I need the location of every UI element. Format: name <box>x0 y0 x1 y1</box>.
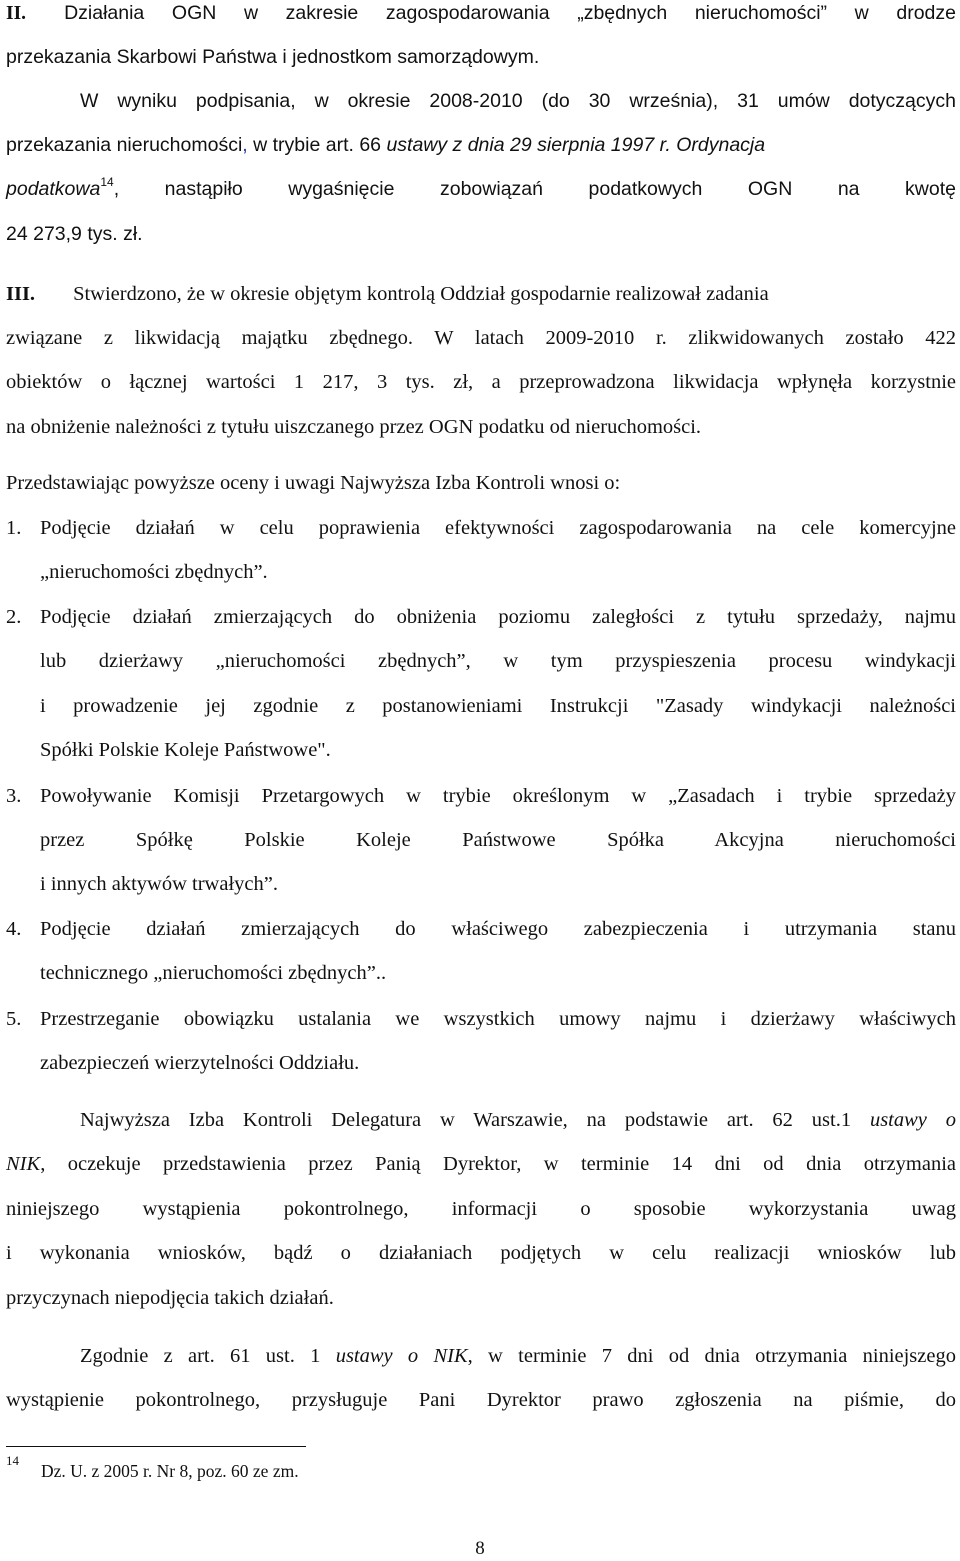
art61-paragraph-line-1 <box>80 1343 956 1369</box>
item-3-number: 3. <box>6 785 22 807</box>
text-span: Najwyższa Izba Kontroli Delegatura w Warszawie, na podstawie art. 62 ust.1 <box>80 1109 870 1131</box>
section-ii-heading-line-1 <box>6 0 956 27</box>
item-4-line-2: technicznego „nieruchomości zbędnych”.. <box>40 962 387 984</box>
section-iii-line-3: obiektów o łącznej wartości 1 217, 3 tys. zł, a przeprowadzona likwidacja wpłynęła korzystnie <box>6 371 956 393</box>
item-2-line-4: Spółki Polskie Koleje Państwowe". <box>40 739 331 761</box>
item-4-number: 4. <box>6 918 22 940</box>
section-ii-paragraph-line-3 <box>6 176 956 202</box>
italic-law-reference: NIK <box>6 1153 41 1175</box>
text-span: Zgodnie z art. 61 ust. 1 <box>80 1345 336 1367</box>
item-5-line-2: zabezpieczeń wierzytelności Oddziału. <box>40 1052 360 1074</box>
footnote-ref: 14 <box>100 175 114 189</box>
item-1-number: 1. <box>6 517 22 539</box>
text-span: przekazania nieruchomości <box>6 134 243 156</box>
section-iii-line-4: na obniżenie należności z tytułu uiszczanego przez OGN podatku od nieruchomości. <box>6 416 702 438</box>
italic-law-reference: ustawy z dnia 29 sierpnia 1997 r. Ordynacja <box>386 134 766 156</box>
nik-paragraph-line-3: niniejszego wystąpienia pokontrolnego, informacji o sposobie wykorzystania uwag <box>6 1198 956 1220</box>
section-iii-numeral: III. <box>6 283 36 305</box>
text-span: Stwierdzono, że w okresie objętym kontrolą Oddział gospodarnie realizował zadania <box>73 283 769 305</box>
italic-law-reference: ustawy o NIK <box>335 1345 468 1367</box>
item-1-line-2: „nieruchomości zbędnych”. <box>40 561 268 583</box>
section-ii-heading-line-2: przekazania Skarbowi Państwa i jednostkom samorządowym. <box>6 46 540 68</box>
footnote-number: 14 <box>6 1453 19 1468</box>
nik-paragraph-line-4: i wykonania wniosków, bądź o działaniach podjętych w celu realizacji wniosków lub <box>6 1242 956 1264</box>
section-ii-numeral: II. <box>6 3 27 24</box>
section-iii-line-1 <box>6 281 956 307</box>
text-span: , oczekuje przedstawienia przez Panią Dyrektor, w terminie 14 dni od dnia otrzymania <box>40 1153 956 1175</box>
item-3-line-2: przez Spółkę Polskie Koleje Państwowe Spółka Akcyjna nieruchomości <box>40 829 956 851</box>
art61-paragraph-line-2: wystąpienie pokontrolnego, przysługuje Pani Dyrektor prawo zgłoszenia na piśmie, do <box>6 1389 956 1411</box>
section-ii-paragraph-line-4: 24 273,9 tys. zł. <box>6 223 143 245</box>
italic-law-reference: podatkowa <box>6 178 101 200</box>
item-2-line-2: lub dzierżawy „nieruchomości zbędnych”, w tym przyspieszenia procesu windykacji <box>40 650 956 672</box>
item-3-line-1: Powoływanie Komisji Przetargowych w trybie określonym w „Zasadach i trybie sprzedaży <box>40 785 956 807</box>
italic-law-reference: ustawy o <box>869 1109 956 1131</box>
footnote-text: Dz. U. z 2005 r. Nr 8, poz. 60 ze zm. <box>41 1461 299 1481</box>
page-number: 8 <box>475 1538 485 1559</box>
section-iii-line-2: związane z likwidacją majątku zbędnego. W latach 2009-2010 r. zlikwidowanych zostało 422 <box>6 327 956 349</box>
item-2-line-3: i prowadzenie jej zgodnie z postanowieniami Instrukcji "Zasady windykacji należności <box>40 695 956 717</box>
nik-paragraph-line-2 <box>6 1151 956 1177</box>
section-ii-paragraph-line-2 <box>6 132 956 158</box>
text-span: w trybie art. 66 <box>247 134 387 156</box>
nik-paragraph-line-1 <box>80 1107 956 1133</box>
comma-span: , <box>242 134 248 156</box>
footnote-separator <box>6 1446 306 1447</box>
item-1-line-1: Podjęcie działań w celu poprawienia efektywności zagospodarowania na cele komercyjne <box>40 517 956 539</box>
item-2-number: 2. <box>6 606 22 628</box>
nik-paragraph-line-5: przyczynach niepodjęcia takich działań. <box>6 1287 334 1309</box>
section-ii-heading-text-1: Działania OGN w zakresie zagospodarowania „zbędnych nieruchomości” w drodze <box>64 2 956 24</box>
item-5-line-1: Przestrzeganie obowiązku ustalania we wszystkich umowy najmu i dzierżawy właściwych <box>40 1008 956 1030</box>
item-3-line-3: i innych aktywów trwałych”. <box>40 873 278 895</box>
section-ii-paragraph-line-1: W wyniku podpisania, w okresie 2008-2010 (do 30 września), 31 umów dotyczących <box>80 90 956 112</box>
recommendations-intro: Przedstawiając powyższe oceny i uwagi Najwyższa Izba Kontroli wnosi o: <box>6 472 621 494</box>
item-2-line-1: Podjęcie działań zmierzających do obniżenia poziomu zaległości z tytułu sprzedaży, najmu <box>40 606 956 628</box>
text-span: , nastąpiło wygaśnięcie zobowiązań podatkowych OGN na kwotę <box>113 178 956 200</box>
text-span: , w terminie 7 dni od dnia otrzymania niniejszego <box>467 1345 956 1367</box>
item-4-line-1: Podjęcie działań zmierzających do właściwego zabezpieczenia i utrzymania stanu <box>40 918 956 940</box>
item-5-number: 5. <box>6 1008 22 1030</box>
